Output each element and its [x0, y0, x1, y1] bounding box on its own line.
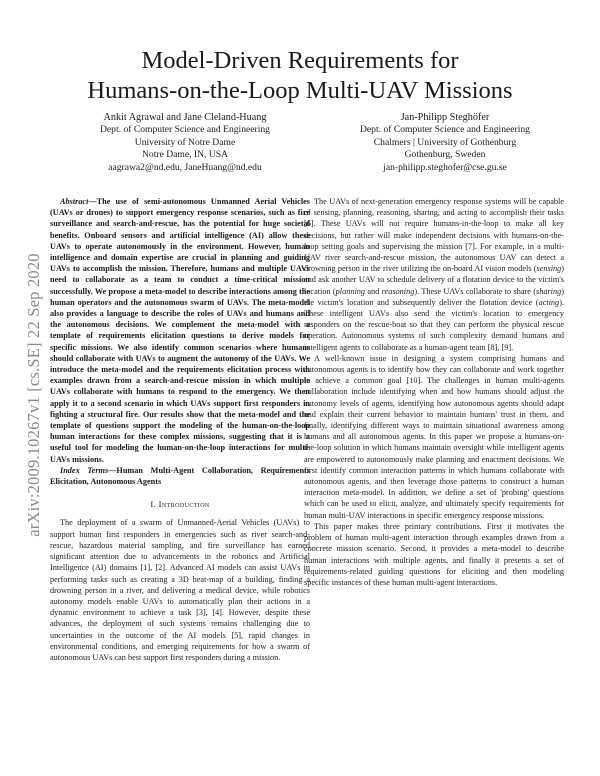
index-terms-label: Index Terms — [60, 465, 109, 475]
author-affiliation: University of Notre Dame — [134, 136, 236, 148]
intro-paragraph-2 — [304, 196, 564, 353]
title-line-1: Model-Driven Requirements for — [141, 47, 459, 74]
emphasis: sensing — [536, 264, 562, 274]
author-names: Jan-Philipp Steghöfer — [400, 112, 490, 123]
author-affiliation: Dept. of Computer Science and Engineering — [360, 124, 530, 136]
author-affiliation: Notre Dame, IN, USA — [141, 149, 229, 161]
emphasis: reasoning — [381, 286, 415, 296]
emphasis: sharing — [536, 286, 562, 296]
author-affiliation: Chalmers | University of Gothenburg — [373, 136, 517, 148]
abstract-text: —The use of semi-autonomous Unmanned Aerial Vehicles (UAVs or drones) to support emergency response scenarios, such as fire surveillance and search-and-rescue, has the potential for huge societal benefits. Onboard sensors and artificial intelligence (AI) allow these UAVs to operate autonomously in the environment. However, human intelligence and domain expertise are crucial in planning and guiding UAVs to accomplish the mission. Therefore, humans and multiple UAVs need to collaborate as a team to conduct a time-critical mission successfully. We propose a meta-model to describe interactions among the human operators and the autonomous swarm of UAVs. The meta-model also provides a language to describe the roles of UAVs and humans and the autonomous decisions. We complement the meta-model with a template of requirements elicitation questions to derive models for specific missions. We also identify common scenarios where humans should collaborate with UAVs to augment the autonomy of the UAVs. We introduce the meta-model and the requirements elicitation process with examples drawn from a search-and-rescue mission in which multiple UAVs collaborate with humans to respond to the emergency. We then apply it to a second scenario in which UAVs support first responders in fighting a structural fire. Our results show that the meta-model and the template of questions support the modeling of the human-on-the-loop human interactions for these complex missions, suggesting that it is a useful tool for modeling the human-on-the-loop interactions for multi-UAVs missions. — [50, 197, 310, 464]
index-terms — [50, 465, 310, 487]
emphasis: acting — [538, 297, 560, 307]
emphasis: planning — [335, 286, 366, 296]
author-block-left — [60, 112, 310, 174]
arxiv-identifier: arXiv:2009.10267v1 [cs.SE] 22 Sep 2020 — [24, 253, 43, 537]
abstract — [50, 196, 310, 465]
section-heading: I. Introduction — [150, 499, 210, 510]
abstract-label: Abstract — [60, 197, 89, 206]
text-run: ) and ask another UAV to schedule delivery of a flotation device to the victim's location ( — [304, 264, 564, 296]
index-terms-text: —Human Multi-Agent Collaboration, Requirements Elicitation, Autonomous Agents — [50, 465, 311, 487]
author-block-right — [320, 112, 570, 174]
left-column — [50, 196, 310, 663]
text-run: ) the victim's location and subsequently deliver the flotation device ( — [304, 286, 564, 307]
intro-paragraph-1: The deployment of a swarm of Unmanned-Aerial Vehicles (UAVs) to support human first responders in emergencies such as river search-and-rescue, hazardous material sampling, and fire surveillance has earned significant attention due to advancements in the robotics and Artificial Intelligence (AI) domains [1], [2]. Advanced AI models can assist UAVs in performing tasks such as creating a 3D heat-map of a building, finding a drowning person in a river, and delivering a medical device, while robotics autonomy models enable UAVs to automatically plan their actions in a dynamic environment to achieve a task [3], [4]. However, despite these advances, the deployment of such systems remains challenging due to uncertainties in the outcome of the AI models [5], rapid changes in environmental conditions, and emerging requirements for how a swarm of autonomous UAVs can best support first responders during a mission. — [50, 518, 310, 662]
author-email: aagrawa2@nd.edu, JaneHuang@nd.edu — [108, 161, 262, 173]
intro-paragraph-3: A well-known issue in designing a system comprising humans and autonomous agents is to identify how they can collaborate and work together to achieve a common goal [10]. The challenges in human multi-agents collaboration include identifying when and how humans should adjust the autonomy levels of agents, identifying how autonomous agents should adapt and explain their current behavior to maintain humans' trust in them, and finally, identifying different ways to maintain situational awareness among humans and all autonomous agents. In this paper we propose a humans-on-the-loop solution in which humans maintain oversight while intelligent agents are empowered to autonomously make planning and enactment decisions. We first identify common interaction patterns in which humans collaborate with autonomous agents, and then leverage those patterns to construct a human interaction meta-model. In addition, we define a set of 'probing' questions which can be used to elicit, analyze, and ultimately specify requirements for human multi-UAV interactions in specific emergency response missions. — [304, 353, 564, 520]
author-affiliation: Gothenburg, Sweden — [404, 149, 486, 161]
arxiv-stamp — [23, 150, 45, 640]
intro-paragraph-4: This paper makes three primary contributions. First it motivates the problem of human multi-agent interaction through examples drawn from a concrete mission scenario. Second, it provides a meta-model to describe human interactions with multiple agents, and finally it presents a set of requirements-related guiding questions for eliciting and then modeling specific instances of these human multi-agent interactions. — [304, 521, 564, 587]
text-run: ). These intelligent UAVs also send the victim's location to emergency responders on the rescue-boat so that they can perform the physical rescue operation. Autonomous systems of such complexity demand humans and intelligent agents to collaborate as a human-agent team [8], [9]. — [304, 297, 564, 352]
text-run: and — [365, 286, 382, 296]
text-run: The UAVs of next-generation emergency response systems will be capable of sensing, planning, reasoning, sharing, and acting to accomplish their tasks [6]. These UAVs will not require humans-in-the-loop to make all key decisions, but rather will make independent decisions with humans-on-the-loop setting goals and supervising the mission [7]. For example, in a multi-UAV river search-and-rescue mission, the autonomous UAV can detect a drowning person in the river utilizing the on-board AI vision models ( — [304, 197, 564, 274]
author-email: jan-philipp.steghofer@cse.gu.se — [383, 161, 507, 173]
title-line-2: Humans-on-the-Loop Multi-UAV Missions — [87, 77, 513, 104]
paper-title — [0, 46, 600, 106]
text-run: ). These UAVs collaborate to share ( — [414, 286, 537, 296]
author-names: Ankit Agrawal and Jane Cleland-Huang — [103, 112, 267, 123]
author-affiliation: Dept. of Computer Science and Engineering — [100, 124, 270, 136]
right-column — [304, 196, 564, 588]
